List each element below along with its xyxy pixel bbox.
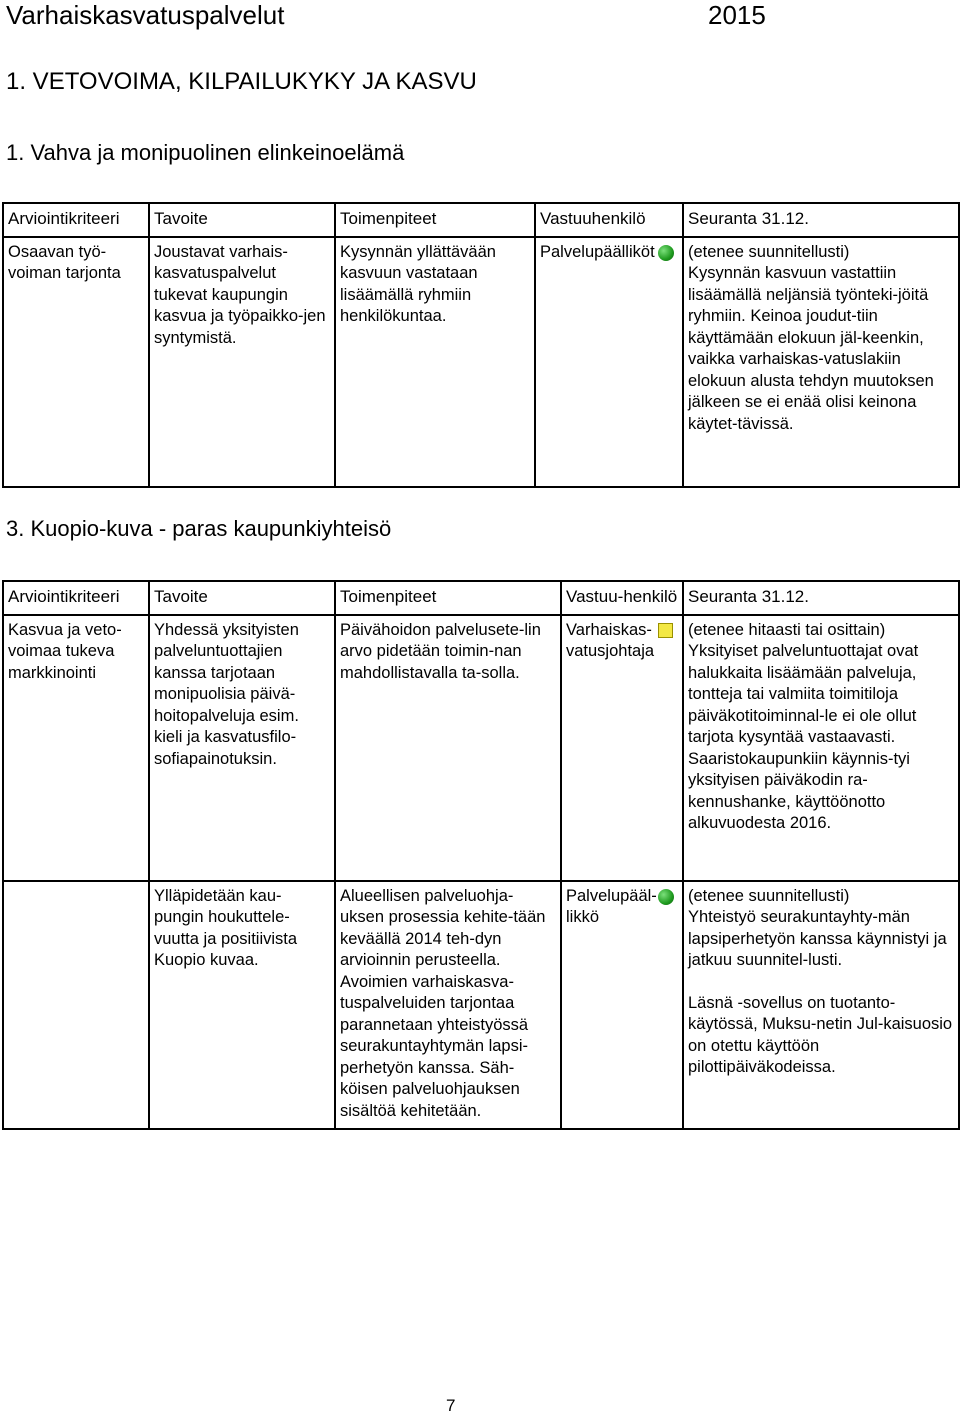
cell-toimenpiteet: Päivähoidon palvelusete-lin arvo pidetään toimin-nan mahdollistavalla ta-solla. [335, 615, 561, 881]
table-vahva-elinkeinoelama [2, 202, 960, 488]
cell-kriteeri: Osaavan työ-voiman tarjonta [3, 237, 149, 487]
seuranta-paragraph: Yhteistyö seurakuntayhty-män lapsiperhetyön kanssa käynnistyi ja jatkuu suunnitel-lusti. [688, 908, 947, 969]
cell-tavoite: Yhdessä yksityisten palveluntuottajien kanssa tarjotaan monipuolisia päivä-hoitopalveluja esim. kieli ja kasvatusfilo-sofiapainotuksin. [149, 615, 335, 881]
seuranta-status: (etenee suunnitellusti) [688, 886, 850, 905]
header-seuranta: Seuranta 31.12. [683, 203, 959, 237]
green-signal-icon [658, 245, 674, 261]
page-number: 7 [446, 1396, 456, 1415]
green-signal-icon [658, 889, 674, 905]
table-row [3, 881, 959, 1130]
seuranta-text: Kysynnän kasvuun vastattiin lisäämällä neljänsiä työnteki-jöitä ryhmiin. Keinoa joudut-tiin käyttämään elokuun jäl-keenkin, vaikka varhaiskas-vatuslakiin elokuun alusta tehdyn muutoksen jälkeen se ei enää olisi keinona käytet-tävissä. [688, 264, 934, 433]
table-row [3, 237, 959, 487]
header-seuranta: Seuranta 31.12. [683, 581, 959, 615]
cell-seuranta [683, 237, 959, 487]
cell-toimenpiteet: Kysynnän yllättävään kasvuun vastataan lisäämällä ryhmiin henkilökuntaa. [335, 237, 535, 487]
cell-vastuu: Varhaiskas-vatusjohtaja [561, 615, 683, 881]
header-arviointikriteeri: Arviointikriteeri [3, 203, 149, 237]
document-year: 2015 [708, 0, 766, 30]
cell-tavoite: Ylläpidetään kau-pungin houkuttele-vuutta ja positiivista Kuopio kuvaa. [149, 881, 335, 1130]
seuranta-status: (etenee suunnitellusti) [688, 242, 850, 261]
seuranta-paragraph: Läsnä -sovellus on tuotanto-käytössä, Muksu-netin Jul-kaisuosio on otettu käyttöön pilottipäiväkodeissa. [688, 993, 953, 1076]
header-tavoite: Tavoite [149, 203, 335, 237]
seuranta-paragraph: Yksityiset palveluntuottajat ovat halukkaita lisäämään palveluja, tontteja tai valmiita toimitiloja päiväkotitoiminnal-le ei ole ollut tarjota kysyntää vastaavasti. [688, 642, 919, 746]
cell-tavoite: Joustavat varhais-kasvatuspalvelut tukevat kaupungin kasvua ja työpaikko-jen syntymistä. [149, 237, 335, 487]
table-header-row [3, 581, 959, 615]
cell-vastuu: Palvelupääl-likkö [561, 881, 683, 1130]
table-header-row [3, 203, 959, 237]
subsection-heading-1: 1. Vahva ja monipuolinen elinkeinoelämä [6, 140, 405, 165]
document-title: Varhaiskasvatuspalvelut [6, 0, 285, 30]
cell-seuranta [683, 881, 959, 1130]
paragraph-spacer [688, 972, 954, 993]
section-heading-1: 1. VETOVOIMA, KILPAILUKYKY JA KASVU [6, 68, 477, 95]
cell-toimenpiteet: Alueellisen palveluohja-uksen prosessia kehite-tään keväällä 2014 teh-dyn arvioinnin perusteella. Avoimien varhaiskasva-tuspalveluiden tarjontaa parannetaan yhteistyössä seurakuntayhtymän lapsi-perhetyön kanssa. Säh-köisen palveluohjauksen sisältöä kehitetään. [335, 881, 561, 1130]
section-heading-3: 3. Kuopio-kuva - paras kaupunkiyhteisö [6, 516, 392, 541]
header-vastuuhenkilo: Vastuu-henkilö [561, 581, 683, 615]
table-kuopio-kuva [2, 580, 960, 1130]
header-arviointikriteeri: Arviointikriteeri [3, 581, 149, 615]
header-toimenpiteet: Toimenpiteet [335, 581, 561, 615]
cell-vastuu: Palvelupäälliköt [535, 237, 683, 487]
cell-seuranta [683, 615, 959, 881]
header-toimenpiteet: Toimenpiteet [335, 203, 535, 237]
seuranta-paragraph: Saaristokaupunkiin käynnis-tyi yksityisen päiväkodin ra-kennushanke, käyttöönotto alkuvuodesta 2016. [688, 749, 910, 832]
header-tavoite: Tavoite [149, 581, 335, 615]
cell-kriteeri: Kasvua ja veto-voimaa tukeva markkinointi [3, 615, 149, 881]
yellow-signal-icon [658, 623, 673, 638]
table-row [3, 615, 959, 881]
header-vastuuhenkilo: Vastuuhenkilö [535, 203, 683, 237]
cell-kriteeri [3, 881, 149, 1130]
seuranta-status: (etenee hitaasti tai osittain) [688, 620, 886, 639]
